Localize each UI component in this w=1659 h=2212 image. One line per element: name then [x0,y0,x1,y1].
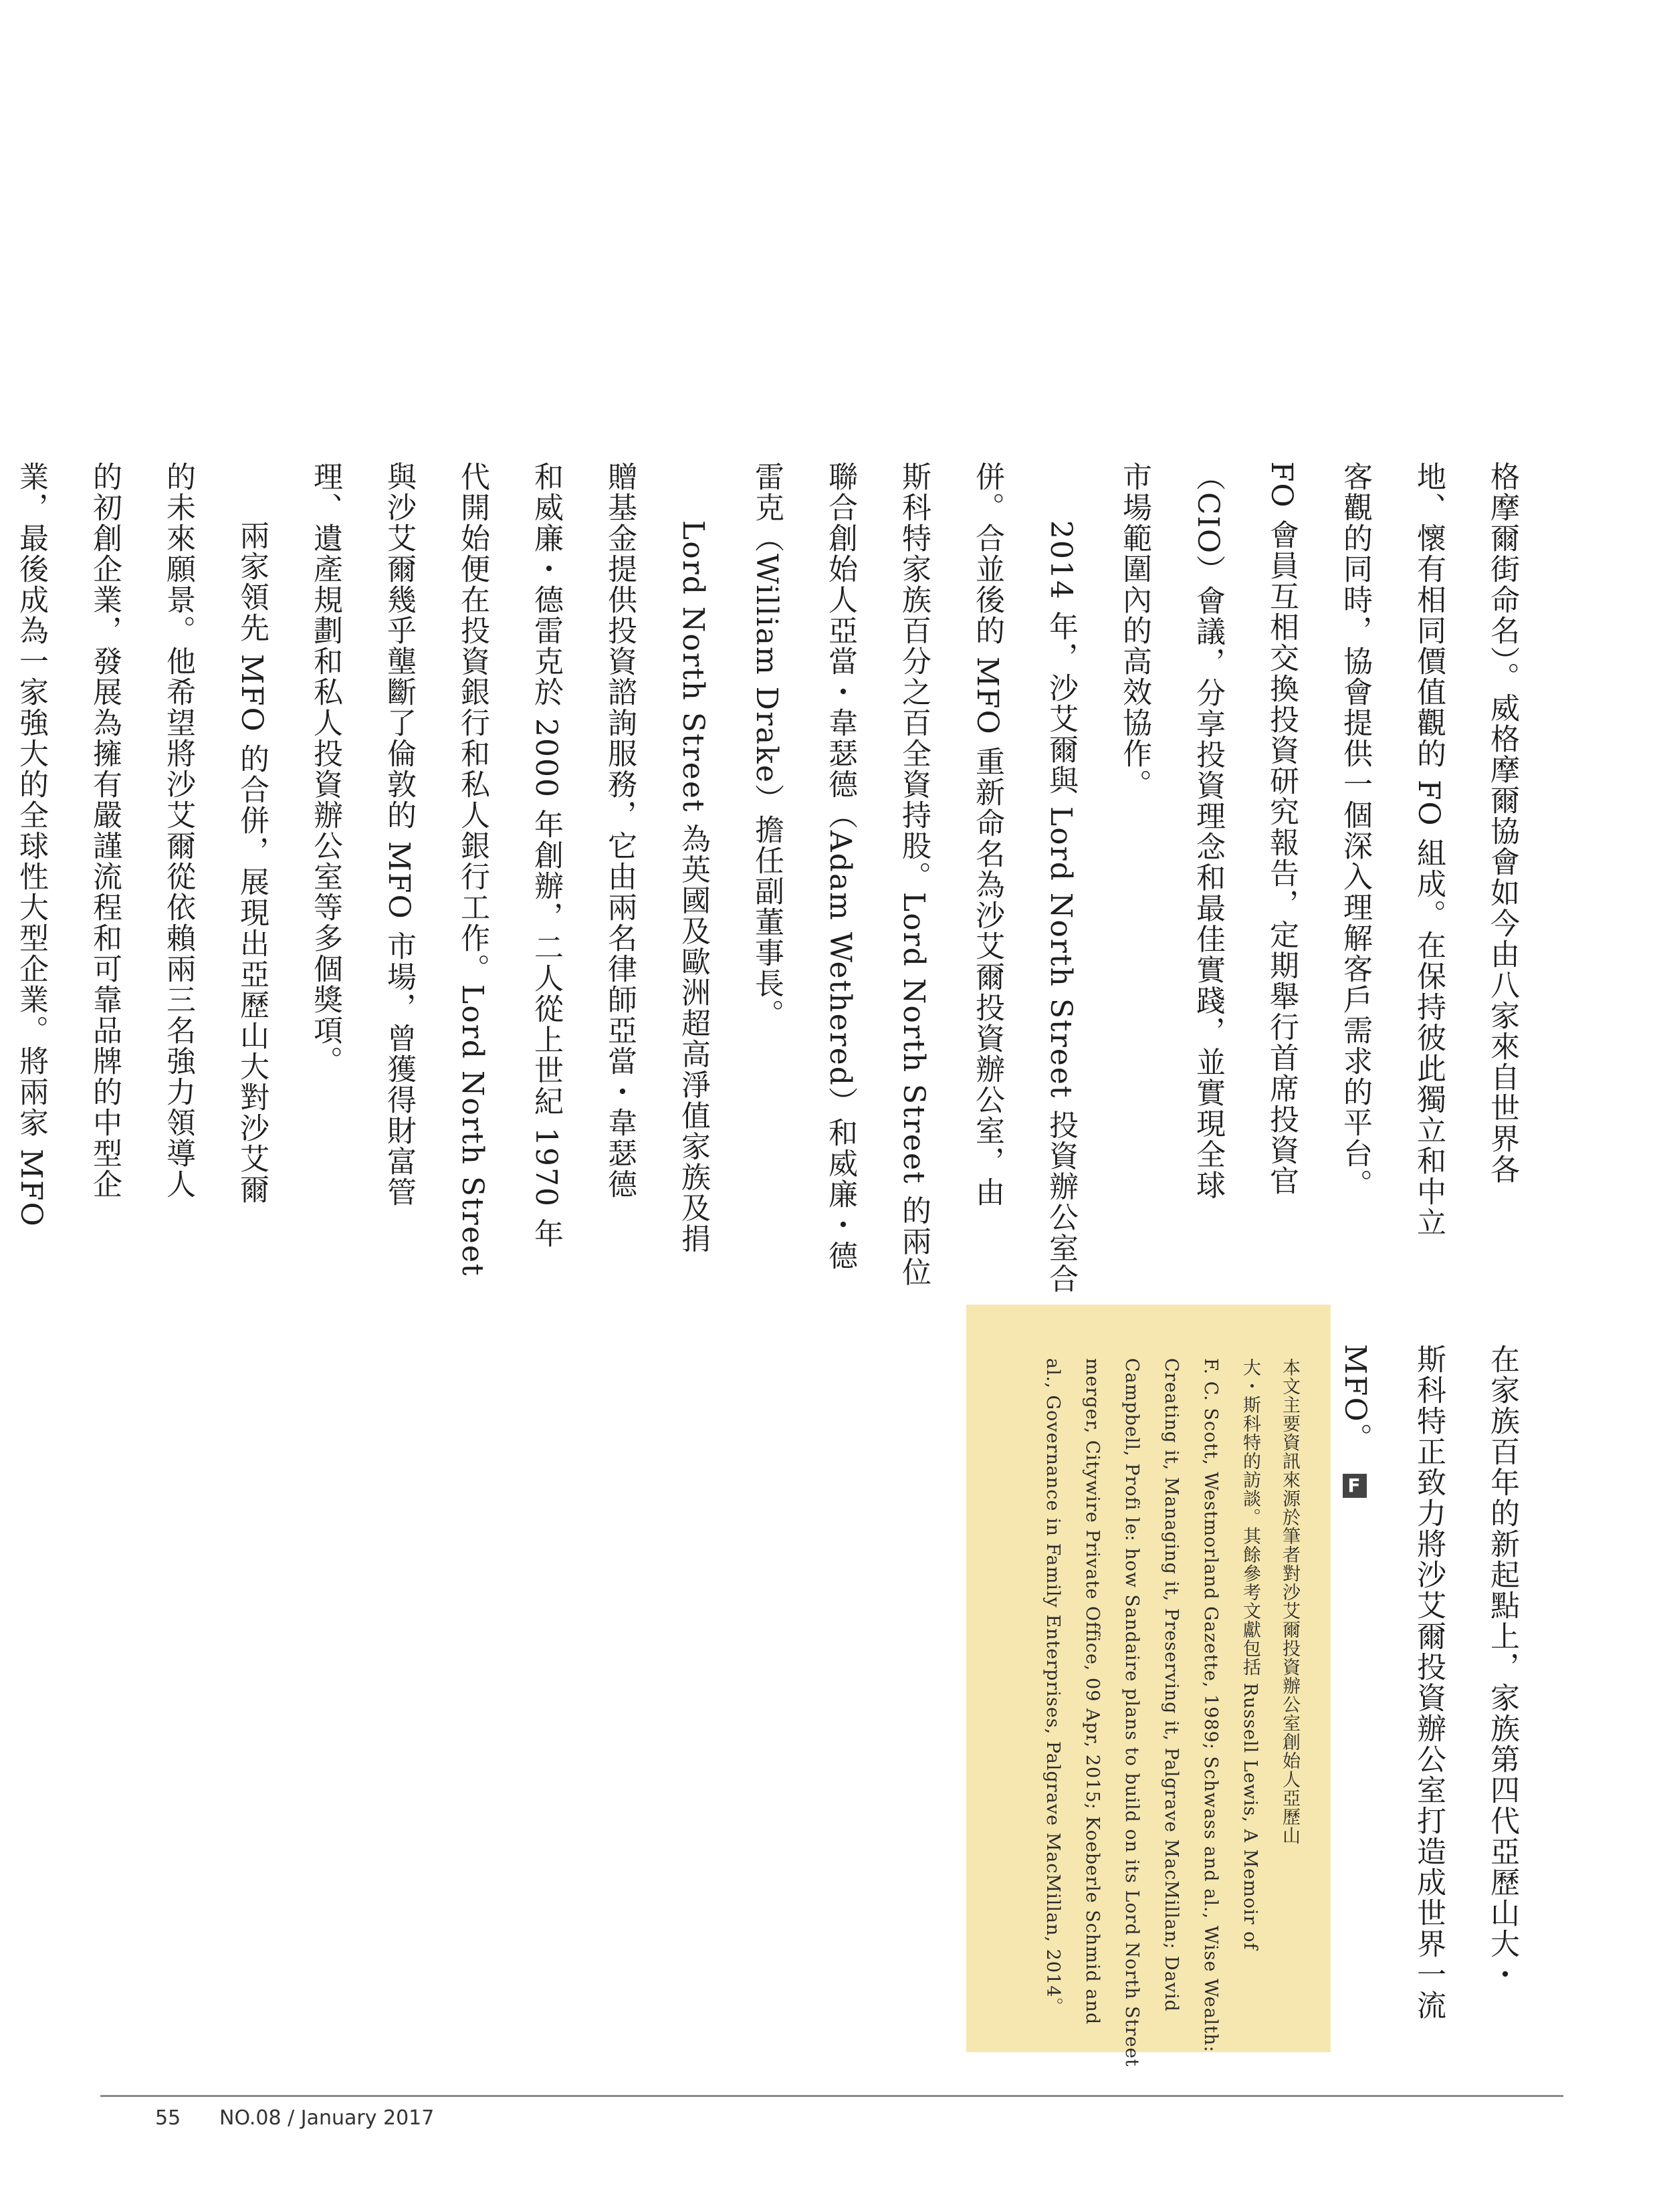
source-note-line: F. C. Scott, Westmorland Gazette, 1989; Schwass and al., Wise Wealth: [1200,1358,1221,2053]
closing-line: 在家族百年的新起點上，家族第四代亞歷山大・ [1485,1344,1519,1990]
paragraph-1-line: 客觀的同時，協會提供一個深入理解客戶需求的平台。 [1338,461,1372,1200]
paragraph-4-line: 的未來願景。他希望將沙艾爾從依賴兩三名強力領導人 [161,461,195,1200]
paragraph-1-line: 格摩爾街命名）。威格摩爾協會如今由八家來自世界各 [1485,461,1519,1185]
closing-paragraph [1318,1344,1539,2053]
source-note-text [1033,1358,1309,2068]
source-note-line: 本文主要資訊來源於筆者對沙艾爾投資辦公室創始人亞歷山 [1279,1358,1300,1845]
paragraph-3-line: 理、遺產規劃和私人投資辦公室等多個獎項。 [308,461,342,1077]
issue-label: NO.08 / January 2017 [219,2106,435,2130]
page-number: 55 [155,2106,181,2130]
source-note-line: Campbell, Profi le: how Sandaire plans to build on its Lord North Street [1121,1358,1142,2068]
paragraph-4-line: 業，最後成為一家強大的全球性大型企業。將兩家 MFO [14,461,48,1228]
paragraph-2-line: 聯合創始人亞當・韋瑟德（Adam Wethered）和威廉・德 [823,461,857,1271]
paragraph-4-line: 的初創企業，發展為擁有嚴謹流程和可靠品牌的中型企 [88,461,122,1200]
paragraph-2-line: 併。合並後的 MFO 重新命名為沙艾爾投資辦公室，由 [970,461,1004,1208]
closing-line-text: MFO。 [1338,1344,1372,1454]
article-end-mark-icon: F [1343,1474,1367,1498]
paragraph-2-line: 斯科特家族百分之百全資持股。Lord North Street 的兩位 [897,461,931,1288]
closing-line: 斯科特正致力將沙艾爾投資辦公室打造成世界一流 [1412,1344,1446,2021]
main-article-text [0,461,1539,1295]
paragraph-3-line: Lord North Street 為英國及歐洲超高淨值家族及捐 [676,520,710,1254]
source-note-line: Creating it, Managing it, Preserving it, Palgrave MacMillan; David [1161,1358,1182,2012]
paragraph-2-line: 2014 年，沙艾爾與 Lord North Street 投資辦公室合 [1044,520,1078,1295]
paragraph-1-line: 地、懷有相同價值觀的 FO 組成。在保持彼此獨立和中立 [1412,461,1446,1238]
paragraph-3-line: 和威廉・德雷克於 2000 年創辦，二人從上世紀 1970 年 [529,461,563,1249]
paragraph-2-line: 雷克（William Drake）擔任副董事長。 [750,461,784,1030]
paragraph-1-line: 市場範圍內的高效協作。 [1117,461,1151,800]
paragraph-3-line: 贈基金提供投資諮詢服務，它由兩名律師亞當・韋瑟德 [602,461,637,1200]
paragraph-1-line: FO 會員互相交換投資研究報告，定期舉行首席投資官 [1264,461,1299,1196]
source-note-line: al., Governance in Family Enterprises, Palgrave MacMillan, 2014。 [1042,1358,1063,2017]
paragraph-3-line: 代開始便在投資銀行和私人銀行工作。Lord North Street [455,461,489,1277]
paragraph-1-line: （CIO）會議，分享投資理念和最佳實踐，並實現全球 [1191,461,1225,1201]
source-note-line: merger, Citywire Private Office, 09 Apr, 2015; Koeberle Schmid and [1082,1358,1103,2025]
paragraph-3-line: 與沙艾爾幾乎壟斷了倫敦的 MFO 市場，曾獲得財富管 [382,461,416,1208]
source-note-box [966,1305,1331,2068]
source-note-line: 大・斯科特的訪談。其餘參考文獻包括 Russell Lewis, A Memoir of [1240,1358,1260,1951]
paragraph-4-line: 兩家領先 MFO 的合併，展現出亞歷山大對沙艾爾 [235,520,269,1205]
footer-divider [100,2095,1563,2097]
